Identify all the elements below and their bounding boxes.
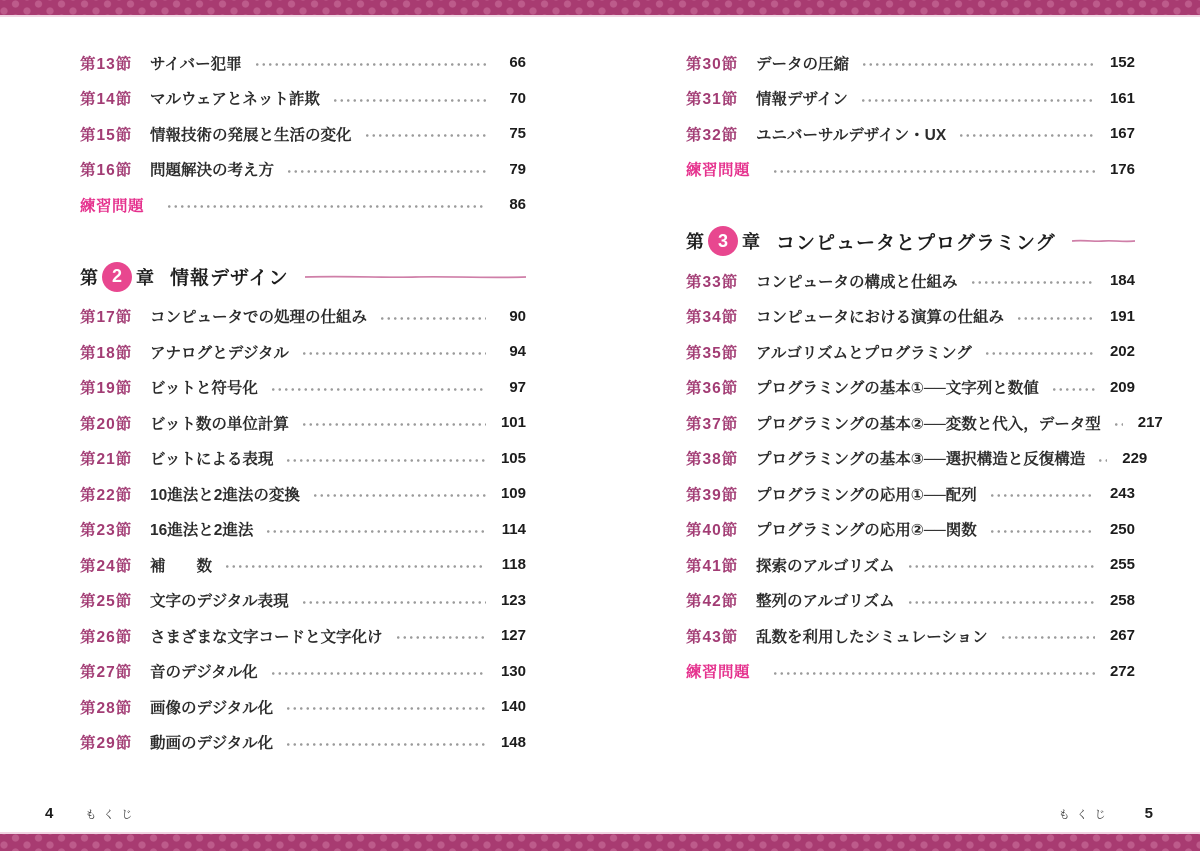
toc-entry <box>686 116 1135 152</box>
section-number: 第33節 <box>686 273 739 291</box>
toc-entry <box>686 45 1135 81</box>
chapter-prefix: 第 <box>80 267 98 288</box>
chapter-number-badge <box>708 226 738 256</box>
toc-page-right <box>686 45 1163 689</box>
section-number: 第41節 <box>686 557 739 575</box>
footer-left <box>45 805 139 822</box>
section-title: 整列のアルゴリズム <box>756 593 895 611</box>
section-number: 第29節 <box>80 735 133 753</box>
section-title: コンピュータにおける演算の仕組み <box>756 309 1005 327</box>
section-number: 第25節 <box>80 593 133 611</box>
page-ref: 90 <box>509 307 526 325</box>
page-ref: 70 <box>509 89 526 107</box>
section-number: 第31節 <box>686 91 739 109</box>
dotted-leader <box>224 565 486 568</box>
chapter-prefix: 第 <box>686 232 704 252</box>
page-ref: 176 <box>1109 160 1135 178</box>
dotted-leader <box>989 530 1095 533</box>
section-number: 第27節 <box>80 664 133 682</box>
dotted-leader <box>285 707 486 710</box>
section-title: 問題解決の考え方 <box>150 162 275 180</box>
dotted-leader <box>989 494 1095 497</box>
toc-entry <box>686 370 1135 406</box>
page-ref: 109 <box>500 485 526 503</box>
page-ref: 202 <box>1109 343 1135 361</box>
toc-entry <box>80 583 526 619</box>
page-ref: 101 <box>500 414 526 432</box>
page-ref: 250 <box>1109 520 1135 538</box>
dotted-leader <box>907 565 1095 568</box>
section-number: 第18節 <box>80 344 133 362</box>
dotted-leader <box>301 423 486 426</box>
toc-entry <box>80 654 526 690</box>
dotted-leader <box>285 743 486 746</box>
page-number: 4 <box>45 805 54 822</box>
section-title: コンピュータでの処理の仕組み <box>150 309 368 327</box>
toc-entry <box>80 441 526 477</box>
dotted-leader <box>395 636 486 639</box>
section-title: 補 数 <box>150 557 213 575</box>
toc-entry <box>80 81 526 117</box>
page-ref: 79 <box>509 160 526 178</box>
toc-entry <box>80 45 526 81</box>
section-number: 第40節 <box>686 522 739 540</box>
exercise-label: 練習問題 <box>80 197 145 215</box>
section-number: 第24節 <box>80 557 133 575</box>
toc-entry <box>80 512 526 548</box>
page-number: 5 <box>1144 805 1153 822</box>
toc-entry <box>80 689 526 725</box>
section-number: 第13節 <box>80 55 133 73</box>
section-title: コンピュータの構成と仕組み <box>756 273 958 291</box>
toc-entry <box>80 370 526 406</box>
dotted-leader <box>166 205 486 208</box>
toc-entry <box>686 334 1135 370</box>
section-number: 第19節 <box>80 380 133 398</box>
toc-entry-exercise <box>686 654 1135 690</box>
section-number: 第38節 <box>686 451 739 469</box>
dotted-leader <box>772 170 1095 173</box>
toc-entry-exercise <box>686 152 1135 188</box>
toc-entry <box>80 618 526 654</box>
dotted-leader <box>772 672 1095 675</box>
toc-entry <box>686 441 1148 477</box>
page-ref: 75 <box>509 125 526 143</box>
section-title: プログラミングの応用②──関数 <box>756 522 977 540</box>
dotted-leader <box>286 170 486 173</box>
chapter-number: 2 <box>111 266 122 286</box>
chapter-heading <box>80 257 526 297</box>
section-title: アルゴリズムとプログラミング <box>756 344 972 362</box>
section-number: 第21節 <box>80 451 133 469</box>
page-ref: 272 <box>1109 662 1135 680</box>
section-number: 第23節 <box>80 522 133 540</box>
section-title: 情報技術の発展と生活の変化 <box>150 126 352 144</box>
dotted-leader <box>301 601 486 604</box>
page-ref: 118 <box>501 556 526 574</box>
page-ref: 105 <box>500 449 526 467</box>
section-title: 10進法と2進法の変換 <box>150 486 300 504</box>
section-title: ビットと符号化 <box>150 380 258 398</box>
section-title: マルウェアとネット詐欺 <box>150 91 320 109</box>
page-ref: 229 <box>1122 449 1148 467</box>
section-title: 文字のデジタル表現 <box>150 593 289 611</box>
chapter-title: コンピュータとプログラミング <box>776 232 1056 254</box>
toc-entry <box>686 583 1135 619</box>
section-number: 第36節 <box>686 380 739 398</box>
toc-entry <box>686 547 1135 583</box>
wavy-rule-line <box>305 272 526 282</box>
dotted-leader <box>285 459 486 462</box>
toc-entry <box>80 725 526 761</box>
dotted-leader <box>958 134 1095 137</box>
section-title: サイバー犯罪 <box>150 55 242 73</box>
page-ref: 97 <box>509 378 526 396</box>
page-ref: 161 <box>1109 89 1135 107</box>
section-title: 乱数を利用したシミュレーション <box>756 628 988 646</box>
page-ref: 148 <box>500 733 526 751</box>
page-ref: 184 <box>1109 272 1135 290</box>
page-ref: 127 <box>500 627 526 645</box>
section-number: 第43節 <box>686 628 739 646</box>
toc-entry <box>80 116 526 152</box>
section-title: アナログとデジタル <box>150 344 289 362</box>
page-ref: 86 <box>509 196 526 214</box>
section-title: プログラミングの応用①──配列 <box>756 486 977 504</box>
page-ref: 167 <box>1109 125 1135 143</box>
section-title: プログラミングの基本②──変数と代入，データ型 <box>756 415 1101 433</box>
section-title: 画像のデジタル化 <box>150 699 274 717</box>
running-title: もくじ <box>1058 809 1113 821</box>
section-number: 第42節 <box>686 593 739 611</box>
chapter-number-badge <box>102 262 132 292</box>
dotted-leader <box>1051 388 1095 391</box>
dotted-leader <box>861 63 1095 66</box>
toc-page-left <box>80 45 526 760</box>
page-ref: 267 <box>1109 627 1135 645</box>
section-number: 第26節 <box>80 628 133 646</box>
dotted-leader <box>332 99 486 102</box>
section-title: ビット数の単位計算 <box>150 415 289 433</box>
toc-entry <box>686 263 1135 299</box>
page-ref: 191 <box>1109 307 1135 325</box>
dotted-leader <box>379 317 486 320</box>
toc-entry <box>80 476 526 512</box>
section-title: プログラミングの基本①──文字列と数値 <box>756 380 1039 398</box>
dotted-leader <box>301 352 486 355</box>
section-number: 第37節 <box>686 415 739 433</box>
chapter-suffix: 章 <box>742 232 760 252</box>
section-title: 音のデジタル化 <box>150 664 258 682</box>
page-ref: 258 <box>1109 591 1135 609</box>
wavy-rule-line <box>1072 236 1135 246</box>
dotted-leader <box>265 530 486 533</box>
toc-entry <box>80 299 526 335</box>
toc-entry <box>686 299 1135 335</box>
toc-entry <box>686 618 1135 654</box>
dotted-leader <box>984 352 1095 355</box>
toc-entry <box>686 512 1135 548</box>
toc-entry <box>80 152 526 188</box>
dotted-leader <box>270 672 486 675</box>
dotted-leader <box>1000 636 1095 639</box>
dotted-leader <box>860 99 1095 102</box>
exercise-label: 練習問題 <box>686 162 751 180</box>
section-number: 第17節 <box>80 309 133 327</box>
toc-entry <box>686 405 1163 441</box>
decorative-polkadot-border-top <box>0 0 1200 17</box>
footer-right <box>1059 805 1153 822</box>
chapter-number: 3 <box>717 230 728 251</box>
section-title: 情報デザイン <box>756 91 848 109</box>
page-ref: 114 <box>501 520 526 538</box>
section-number: 第15節 <box>80 126 133 144</box>
dotted-leader <box>364 134 486 137</box>
section-number: 第34節 <box>686 309 739 327</box>
page-ref: 152 <box>1109 54 1135 72</box>
toc-entry-exercise <box>80 187 526 223</box>
page-ref: 66 <box>509 54 526 72</box>
dotted-leader <box>907 601 1095 604</box>
toc-entry <box>686 81 1135 117</box>
section-title: さまざまな文字コードと文字化け <box>150 628 383 646</box>
page-ref: 217 <box>1137 414 1163 432</box>
dotted-leader <box>970 281 1095 284</box>
section-number: 第16節 <box>80 162 133 180</box>
chapter-heading <box>686 221 1135 261</box>
dotted-leader <box>1097 459 1107 462</box>
section-title: データの圧縮 <box>756 55 850 73</box>
dotted-leader <box>312 494 486 497</box>
section-title: ビットによる表現 <box>150 451 274 469</box>
dotted-leader <box>1016 317 1095 320</box>
section-title: 探索のアルゴリズム <box>756 557 895 575</box>
toc-entry <box>80 547 526 583</box>
section-title: プログラミングの基本③──選択構造と反復構造 <box>756 451 1086 469</box>
page-ref: 255 <box>1109 556 1135 574</box>
exercise-label: 練習問題 <box>686 664 751 682</box>
page-ref: 140 <box>500 698 526 716</box>
page-ref: 209 <box>1109 378 1135 396</box>
section-number: 第14節 <box>80 91 133 109</box>
section-title: ユニバーサルデザイン・UX <box>756 126 947 144</box>
section-title: 16進法と2進法 <box>150 522 254 540</box>
page-ref: 130 <box>500 662 526 680</box>
dotted-leader <box>1113 423 1123 426</box>
section-title: 動画のデジタル化 <box>150 735 274 753</box>
section-number: 第30節 <box>686 55 739 73</box>
toc-entry <box>80 405 526 441</box>
section-number: 第32節 <box>686 126 739 144</box>
toc-entry <box>686 476 1135 512</box>
section-number: 第28節 <box>80 699 133 717</box>
page-ref: 243 <box>1109 485 1135 503</box>
page-ref: 123 <box>500 591 526 609</box>
chapter-title: 情報デザイン <box>170 268 289 289</box>
section-number: 第20節 <box>80 415 133 433</box>
section-number: 第39節 <box>686 486 739 504</box>
chapter-suffix: 章 <box>136 267 154 288</box>
decorative-polkadot-border-bottom <box>0 832 1200 851</box>
page-ref: 94 <box>509 343 526 361</box>
section-number: 第35節 <box>686 344 739 362</box>
dotted-leader <box>254 63 486 66</box>
toc-entry <box>80 334 526 370</box>
section-number: 第22節 <box>80 486 133 504</box>
dotted-leader <box>270 388 486 391</box>
running-title: もくじ <box>85 809 140 821</box>
